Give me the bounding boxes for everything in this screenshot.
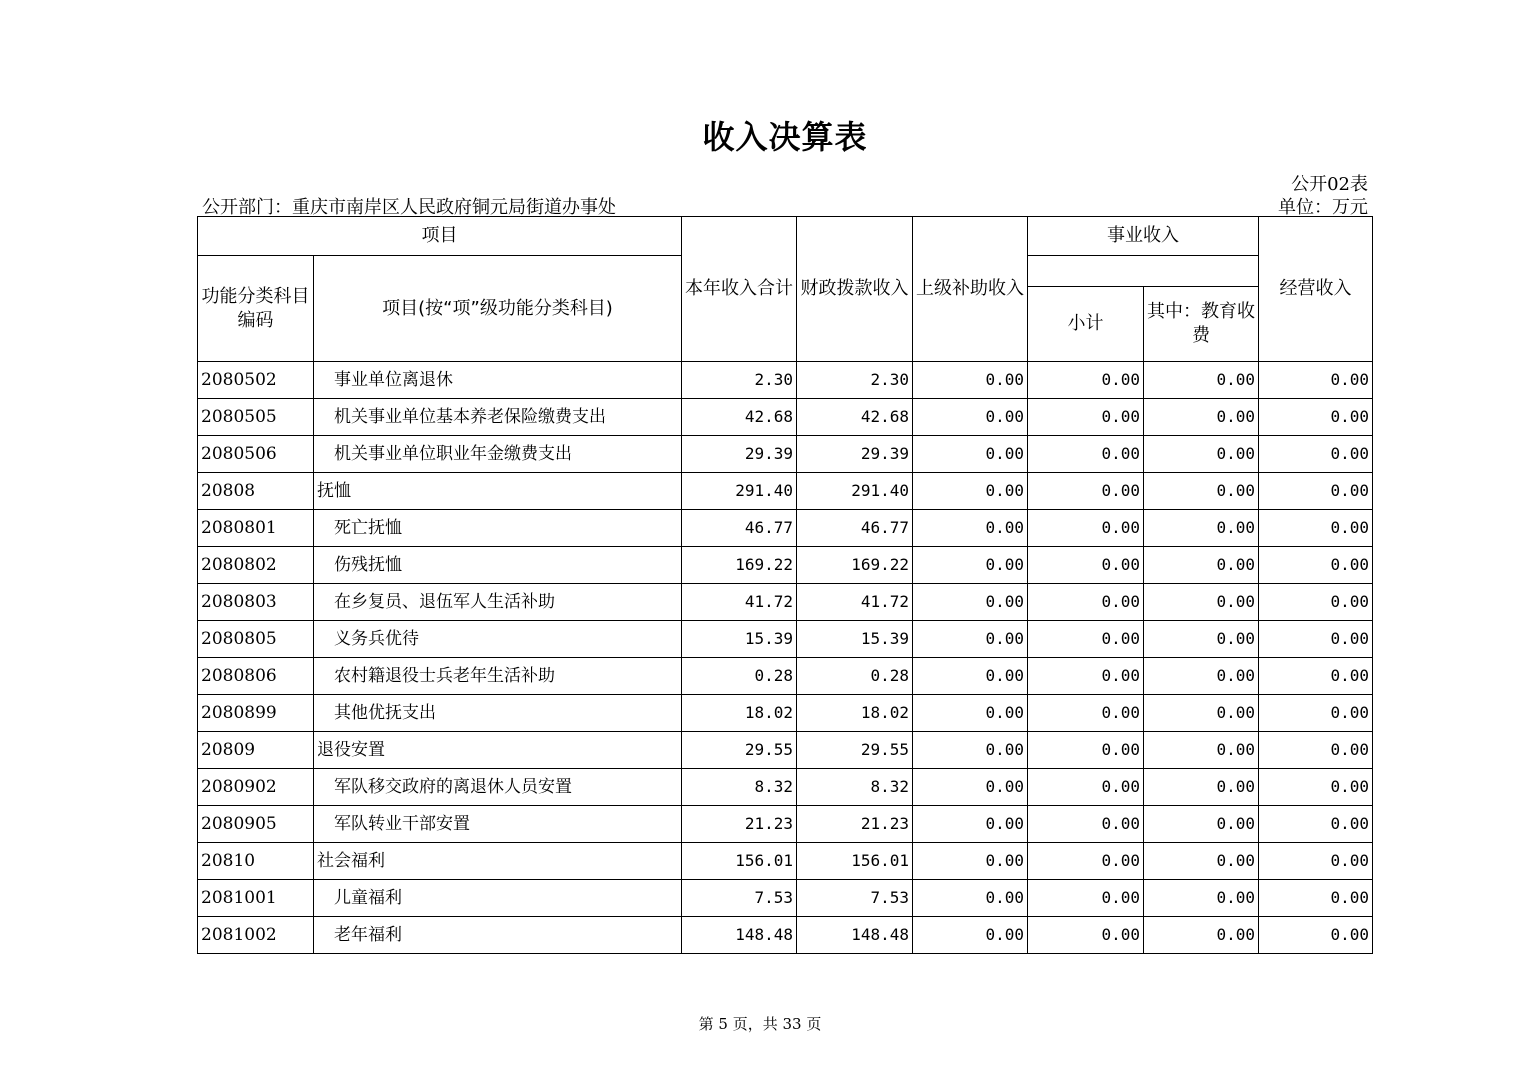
row-name: 儿童福利 — [314, 880, 682, 917]
row-subtotal: 0.00 — [1028, 436, 1144, 473]
row-subtotal: 0.00 — [1028, 658, 1144, 695]
header-business: 事业收入 — [1028, 217, 1259, 256]
row-name: 抚恤 — [314, 473, 682, 510]
row-code: 2080806 — [198, 658, 314, 695]
row-code: 2080802 — [198, 547, 314, 584]
row-subtotal: 0.00 — [1028, 880, 1144, 917]
table-row — [198, 769, 1373, 806]
row-total: 46.77 — [682, 510, 797, 547]
row-subtotal: 0.00 — [1028, 732, 1144, 769]
row-total: 29.55 — [682, 732, 797, 769]
row-operating: 0.00 — [1259, 806, 1373, 843]
row-total: 15.39 — [682, 621, 797, 658]
row-education: 0.00 — [1144, 658, 1259, 695]
row-education: 0.00 — [1144, 547, 1259, 584]
table-row — [198, 584, 1373, 621]
header-fiscal: 财政拨款收入 — [797, 217, 913, 362]
row-code: 2080803 — [198, 584, 314, 621]
row-education: 0.00 — [1144, 769, 1259, 806]
row-total: 7.53 — [682, 880, 797, 917]
row-subtotal: 0.00 — [1028, 399, 1144, 436]
row-education: 0.00 — [1144, 399, 1259, 436]
row-superior: 0.00 — [913, 473, 1028, 510]
row-superior: 0.00 — [913, 917, 1028, 954]
table-row — [198, 658, 1373, 695]
row-education: 0.00 — [1144, 843, 1259, 880]
header-name: 项目(按“项”级功能分类科目) — [314, 256, 682, 362]
row-operating: 0.00 — [1259, 880, 1373, 917]
row-code: 2081002 — [198, 917, 314, 954]
row-code: 2080502 — [198, 362, 314, 399]
row-total: 29.39 — [682, 436, 797, 473]
row-name: 死亡抚恤 — [314, 510, 682, 547]
row-fiscal: 8.32 — [797, 769, 913, 806]
row-code: 2080801 — [198, 510, 314, 547]
row-total: 21.23 — [682, 806, 797, 843]
row-subtotal: 0.00 — [1028, 510, 1144, 547]
row-subtotal: 0.00 — [1028, 584, 1144, 621]
row-total: 156.01 — [682, 843, 797, 880]
row-name: 老年福利 — [314, 917, 682, 954]
row-code: 2080902 — [198, 769, 314, 806]
table-row — [198, 436, 1373, 473]
header-education: 其中：教育收费 — [1144, 287, 1259, 362]
row-total: 2.30 — [682, 362, 797, 399]
row-name: 军队移交政府的离退休人员安置 — [314, 769, 682, 806]
row-operating: 0.00 — [1259, 843, 1373, 880]
table-row — [198, 732, 1373, 769]
table-row — [198, 880, 1373, 917]
row-total: 8.32 — [682, 769, 797, 806]
income-table — [197, 216, 1373, 954]
header-operating: 经营收入 — [1259, 217, 1373, 362]
row-name: 农村籍退役士兵老年生活补助 — [314, 658, 682, 695]
row-subtotal: 0.00 — [1028, 806, 1144, 843]
table-row — [198, 510, 1373, 547]
header-subtotal: 小计 — [1028, 287, 1144, 362]
row-education: 0.00 — [1144, 362, 1259, 399]
row-superior: 0.00 — [913, 769, 1028, 806]
row-subtotal: 0.00 — [1028, 621, 1144, 658]
table-row — [198, 547, 1373, 584]
row-subtotal: 0.00 — [1028, 547, 1144, 584]
table-row — [198, 917, 1373, 954]
row-fiscal: 148.48 — [797, 917, 913, 954]
row-name: 伤残抚恤 — [314, 547, 682, 584]
form-number: 公开02表 — [1291, 174, 1368, 195]
row-superior: 0.00 — [913, 510, 1028, 547]
row-superior: 0.00 — [913, 658, 1028, 695]
row-fiscal: 42.68 — [797, 399, 913, 436]
row-education: 0.00 — [1144, 436, 1259, 473]
row-fiscal: 0.28 — [797, 658, 913, 695]
row-education: 0.00 — [1144, 732, 1259, 769]
row-code: 2081001 — [198, 880, 314, 917]
header-code: 功能分类科目编码 — [198, 256, 314, 362]
row-education: 0.00 — [1144, 510, 1259, 547]
row-operating: 0.00 — [1259, 436, 1373, 473]
row-fiscal: 15.39 — [797, 621, 913, 658]
row-superior: 0.00 — [913, 806, 1028, 843]
row-fiscal: 29.55 — [797, 732, 913, 769]
row-education: 0.00 — [1144, 584, 1259, 621]
row-superior: 0.00 — [913, 362, 1028, 399]
row-fiscal: 156.01 — [797, 843, 913, 880]
row-total: 42.68 — [682, 399, 797, 436]
row-operating: 0.00 — [1259, 510, 1373, 547]
row-operating: 0.00 — [1259, 473, 1373, 510]
row-total: 41.72 — [682, 584, 797, 621]
row-fiscal: 7.53 — [797, 880, 913, 917]
table-row — [198, 399, 1373, 436]
row-education: 0.00 — [1144, 917, 1259, 954]
page-title: 收入决算表 — [702, 118, 868, 156]
row-education: 0.00 — [1144, 695, 1259, 732]
row-subtotal: 0.00 — [1028, 695, 1144, 732]
row-superior: 0.00 — [913, 436, 1028, 473]
row-fiscal: 21.23 — [797, 806, 913, 843]
row-superior: 0.00 — [913, 732, 1028, 769]
row-name: 其他优抚支出 — [314, 695, 682, 732]
row-superior: 0.00 — [913, 547, 1028, 584]
row-name: 义务兵优待 — [314, 621, 682, 658]
row-name: 机关事业单位基本养老保险缴费支出 — [314, 399, 682, 436]
row-subtotal: 0.00 — [1028, 473, 1144, 510]
department-label: 公开部门：重庆市南岸区人民政府铜元局街道办事处 — [202, 197, 616, 218]
row-operating: 0.00 — [1259, 732, 1373, 769]
row-operating: 0.00 — [1259, 769, 1373, 806]
row-name: 社会福利 — [314, 843, 682, 880]
header-superior: 上级补助收入 — [913, 217, 1028, 362]
row-code: 2080905 — [198, 806, 314, 843]
page-footer: 第 5 页，共 33 页 — [698, 1015, 822, 1033]
row-fiscal: 46.77 — [797, 510, 913, 547]
row-total: 18.02 — [682, 695, 797, 732]
row-total: 291.40 — [682, 473, 797, 510]
row-education: 0.00 — [1144, 880, 1259, 917]
row-education: 0.00 — [1144, 473, 1259, 510]
row-operating: 0.00 — [1259, 362, 1373, 399]
row-fiscal: 291.40 — [797, 473, 913, 510]
row-subtotal: 0.00 — [1028, 362, 1144, 399]
row-operating: 0.00 — [1259, 621, 1373, 658]
row-code: 20809 — [198, 732, 314, 769]
row-total: 169.22 — [682, 547, 797, 584]
row-superior: 0.00 — [913, 695, 1028, 732]
row-superior: 0.00 — [913, 621, 1028, 658]
row-education: 0.00 — [1144, 621, 1259, 658]
row-subtotal: 0.00 — [1028, 843, 1144, 880]
row-superior: 0.00 — [913, 584, 1028, 621]
row-name: 事业单位离退休 — [314, 362, 682, 399]
header-business-spacer — [1028, 256, 1259, 287]
table-row — [198, 473, 1373, 510]
table-row — [198, 695, 1373, 732]
row-name: 军队转业干部安置 — [314, 806, 682, 843]
row-fiscal: 169.22 — [797, 547, 913, 584]
row-fiscal: 41.72 — [797, 584, 913, 621]
row-fiscal: 18.02 — [797, 695, 913, 732]
row-superior: 0.00 — [913, 843, 1028, 880]
row-operating: 0.00 — [1259, 547, 1373, 584]
row-subtotal: 0.00 — [1028, 769, 1144, 806]
header-project: 项目 — [198, 217, 682, 256]
row-fiscal: 29.39 — [797, 436, 913, 473]
row-operating: 0.00 — [1259, 695, 1373, 732]
row-name: 机关事业单位职业年金缴费支出 — [314, 436, 682, 473]
row-operating: 0.00 — [1259, 584, 1373, 621]
table-row — [198, 843, 1373, 880]
row-code: 2080506 — [198, 436, 314, 473]
row-fiscal: 2.30 — [797, 362, 913, 399]
header-total: 本年收入合计 — [682, 217, 797, 362]
row-code: 2080505 — [198, 399, 314, 436]
row-total: 148.48 — [682, 917, 797, 954]
table-row — [198, 621, 1373, 658]
unit-label: 单位：万元 — [1278, 197, 1368, 218]
row-total: 0.28 — [682, 658, 797, 695]
row-education: 0.00 — [1144, 806, 1259, 843]
row-subtotal: 0.00 — [1028, 917, 1144, 954]
row-name: 在乡复员、退伍军人生活补助 — [314, 584, 682, 621]
row-operating: 0.00 — [1259, 399, 1373, 436]
row-code: 2080805 — [198, 621, 314, 658]
table-row — [198, 806, 1373, 843]
row-code: 20808 — [198, 473, 314, 510]
row-superior: 0.00 — [913, 399, 1028, 436]
table-row — [198, 362, 1373, 399]
row-code: 2080899 — [198, 695, 314, 732]
row-operating: 0.00 — [1259, 917, 1373, 954]
row-operating: 0.00 — [1259, 658, 1373, 695]
row-code: 20810 — [198, 843, 314, 880]
row-superior: 0.00 — [913, 880, 1028, 917]
row-name: 退役安置 — [314, 732, 682, 769]
